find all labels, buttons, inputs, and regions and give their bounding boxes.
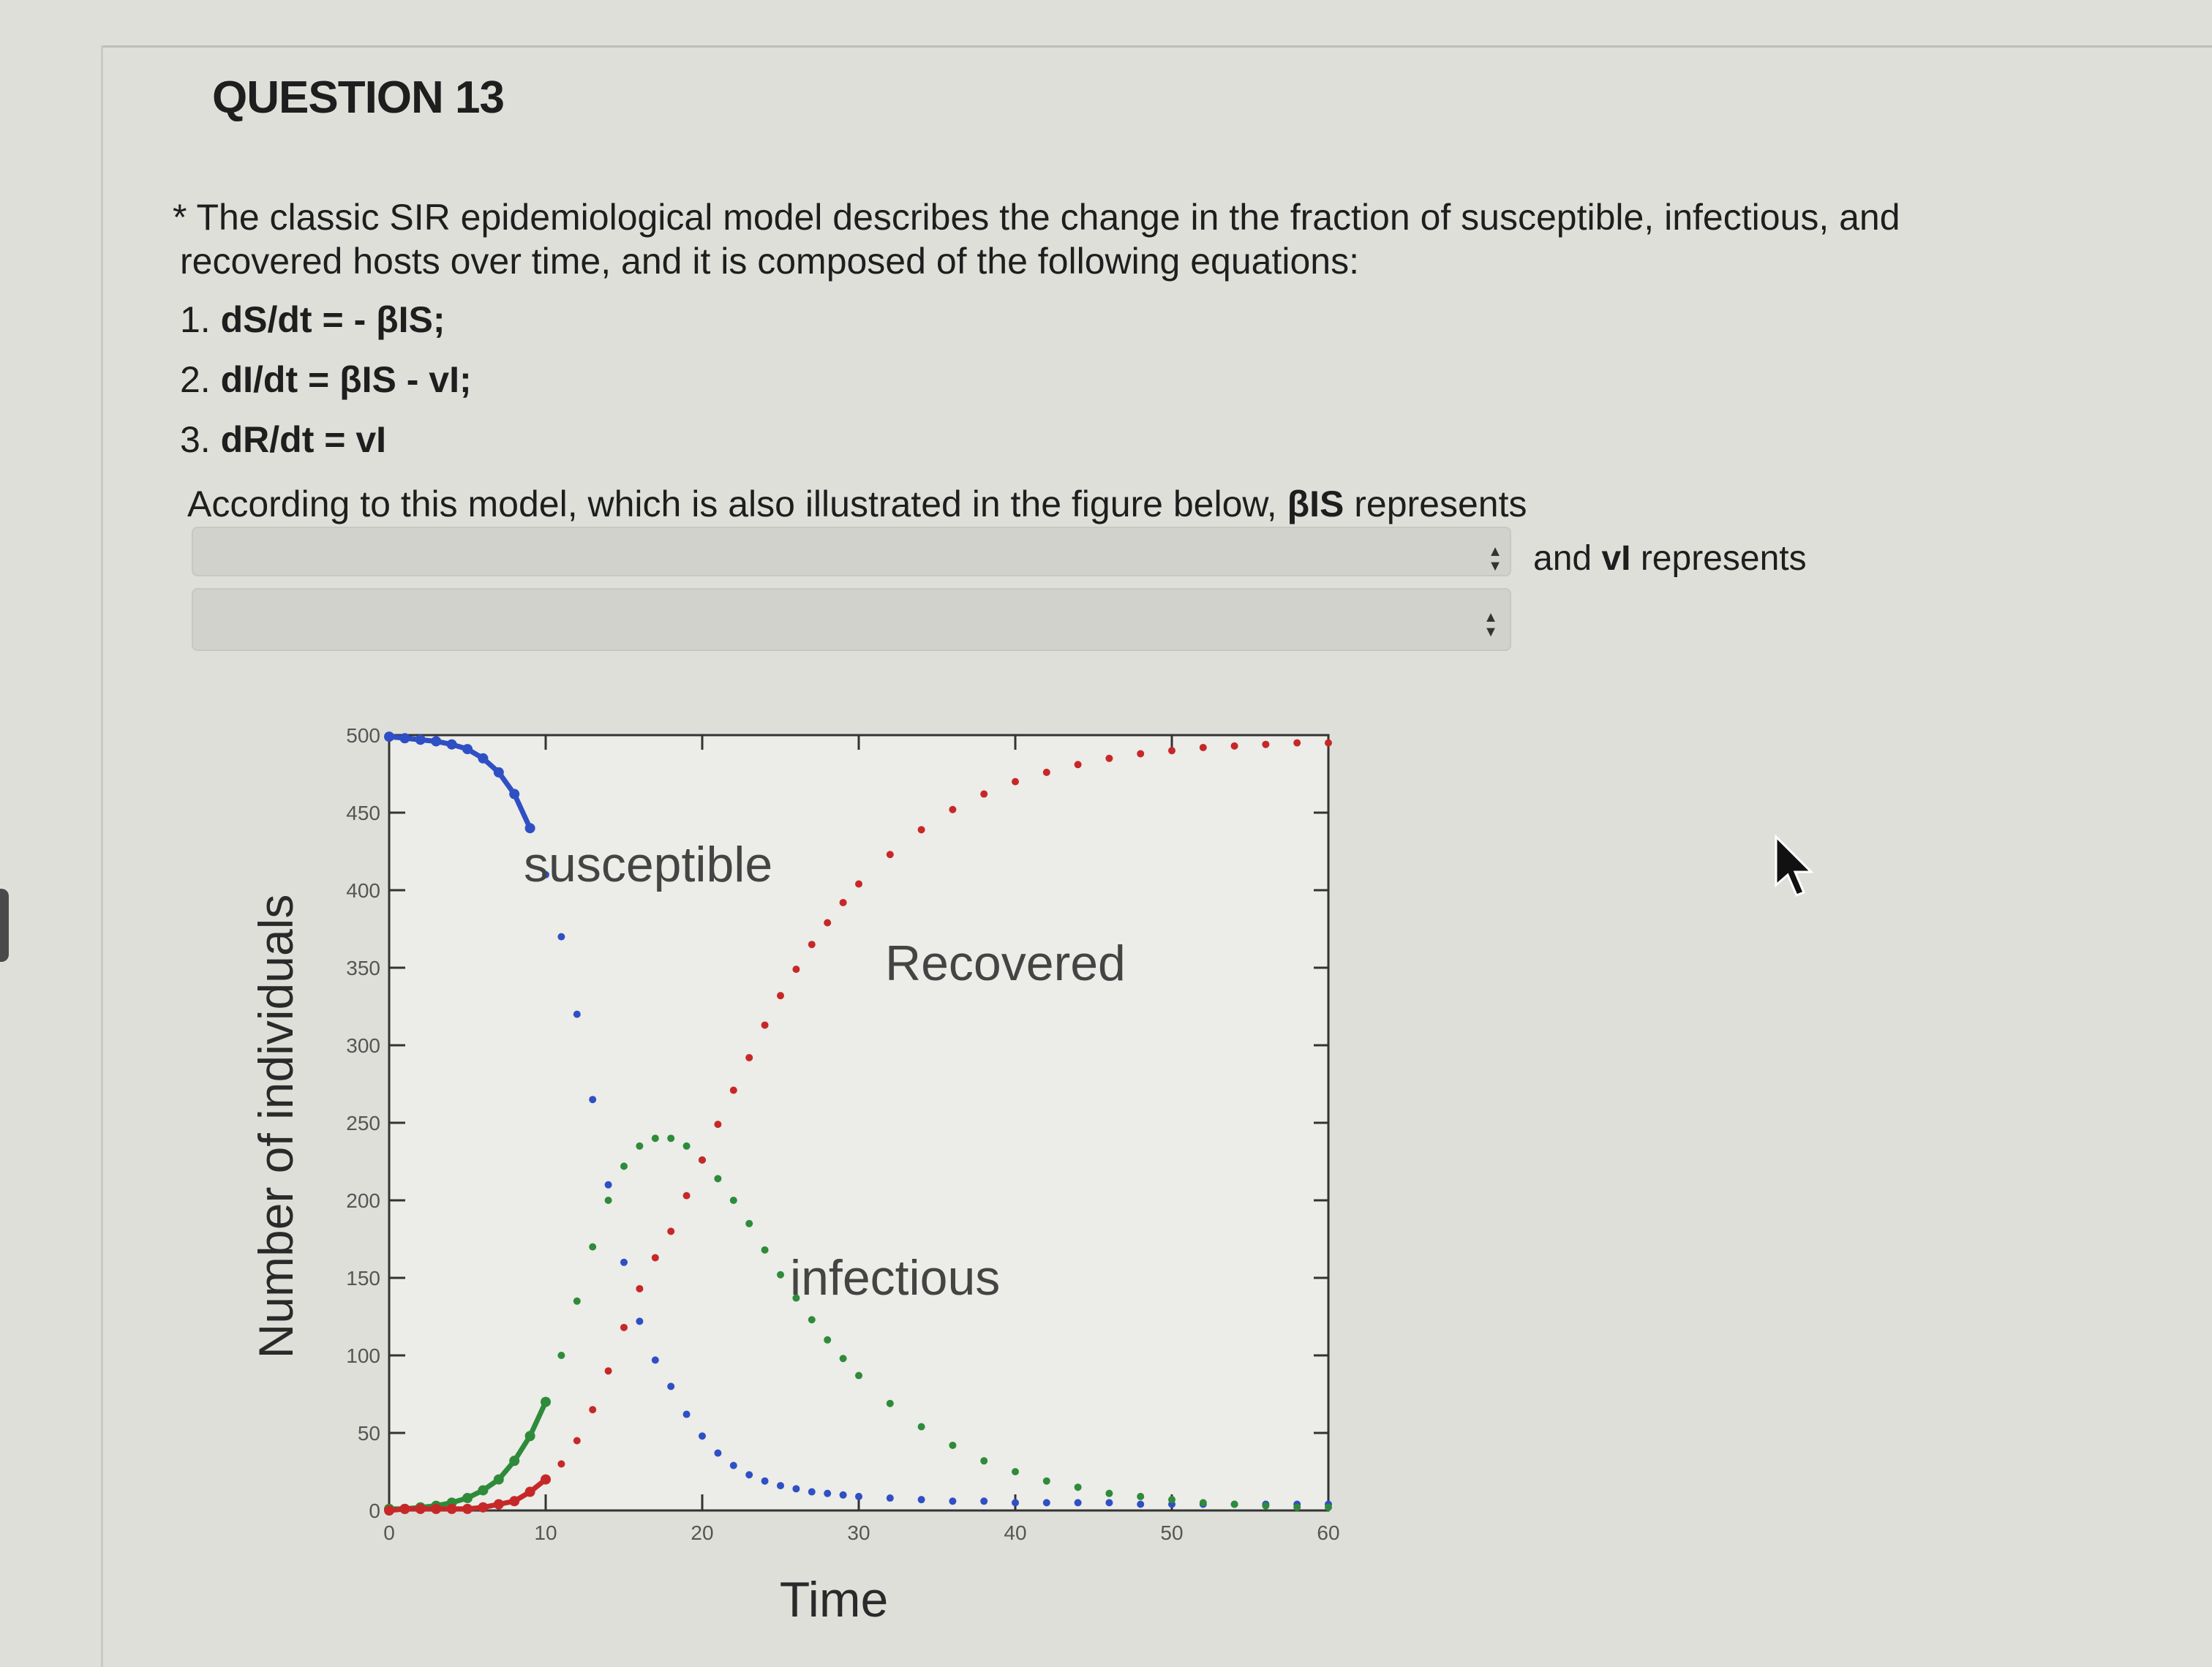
recovered-point xyxy=(840,899,847,906)
infectious-point xyxy=(980,1457,988,1464)
susceptible-point xyxy=(840,1491,847,1499)
susceptible-point xyxy=(730,1462,737,1470)
x-tick-label: 0 xyxy=(383,1521,395,1544)
recovered-point xyxy=(667,1227,674,1235)
recovered-point xyxy=(557,1460,565,1467)
recovered-point xyxy=(855,881,862,888)
infectious-point xyxy=(636,1143,643,1150)
infectious-point xyxy=(1075,1483,1082,1491)
recovered-point xyxy=(1075,761,1082,768)
infectious-point xyxy=(1293,1504,1301,1511)
y-tick-label: 500 xyxy=(346,724,380,747)
annotation-recovered: Recovered xyxy=(885,936,1126,991)
recovered-point xyxy=(714,1121,721,1128)
susceptible-point xyxy=(652,1356,659,1363)
susceptible-point xyxy=(918,1496,925,1503)
susceptible-point xyxy=(573,1011,581,1018)
recovered-point xyxy=(808,941,816,948)
recovered-point xyxy=(980,791,988,798)
recovered-point xyxy=(1293,740,1301,747)
infectious-point xyxy=(667,1134,674,1142)
recovered-point xyxy=(949,806,956,813)
recovered-point xyxy=(745,1054,753,1061)
susceptible-point xyxy=(605,1181,612,1189)
infectious-point xyxy=(777,1271,784,1279)
x-tick-label: 20 xyxy=(691,1521,714,1544)
infectious-point xyxy=(605,1197,612,1204)
infectious-point xyxy=(1105,1490,1113,1497)
infectious-point xyxy=(824,1336,831,1344)
recovered-point xyxy=(1231,742,1238,750)
question-title: QUESTION 13 xyxy=(212,72,504,123)
recovered-point xyxy=(1105,755,1113,762)
susceptible-point xyxy=(714,1450,721,1457)
mouse-pointer-icon xyxy=(1770,834,1821,900)
question-intro-line2: recovered hosts over time, and it is composed of the following equations: xyxy=(180,241,1359,282)
infectious-point xyxy=(730,1197,737,1204)
recovered-point xyxy=(1137,750,1144,757)
x-tick-label: 40 xyxy=(1004,1521,1027,1544)
y-tick-label: 100 xyxy=(346,1344,380,1367)
recovered-point xyxy=(792,966,800,973)
infectious-point xyxy=(1231,1501,1238,1508)
up-down-arrows-icon[interactable]: ▲ ▼ xyxy=(1488,543,1502,574)
recovered-point xyxy=(652,1254,659,1261)
susceptible-point xyxy=(824,1490,831,1497)
required-mark: * xyxy=(173,197,187,238)
question-intro-line1: * The classic SIR epidemiological model describes the change in the fraction of susceptible, infectious, and xyxy=(173,197,1900,238)
y-tick-label: 250 xyxy=(346,1112,380,1134)
recovered-point xyxy=(589,1406,596,1413)
x-tick-label: 30 xyxy=(847,1521,870,1544)
infectious-point xyxy=(1043,1478,1050,1485)
y-tick-label: 300 xyxy=(346,1034,380,1057)
susceptible-point xyxy=(792,1485,800,1492)
infectious-point xyxy=(683,1143,691,1150)
infectious-point xyxy=(573,1298,581,1305)
infectious-point xyxy=(1137,1493,1144,1500)
question-prompt: According to this model, which is also illustrated in the figure below, βIS represents xyxy=(187,483,1527,524)
recovered-point xyxy=(1168,747,1175,754)
second-prompt: and vI represents xyxy=(1533,539,1807,578)
infectious-point xyxy=(620,1162,628,1170)
infectious-point xyxy=(808,1316,816,1323)
infectious-point xyxy=(918,1423,925,1431)
susceptible-point xyxy=(855,1493,862,1500)
recovered-point xyxy=(573,1437,581,1445)
susceptible-point xyxy=(636,1317,643,1325)
susceptible-point xyxy=(887,1494,894,1502)
susceptible-point xyxy=(589,1096,596,1103)
susceptible-point xyxy=(1137,1501,1144,1508)
infectious-point xyxy=(1262,1502,1269,1510)
y-axis-label: Number of individuals xyxy=(249,894,303,1359)
infectious-point xyxy=(949,1442,956,1449)
infectious-point xyxy=(1325,1504,1332,1511)
infectious-point xyxy=(1012,1468,1019,1475)
susceptible-point xyxy=(1105,1499,1113,1506)
recovered-point xyxy=(636,1285,643,1292)
recovered-point xyxy=(620,1324,628,1331)
y-tick-label: 50 xyxy=(357,1422,380,1445)
susceptible-point xyxy=(667,1382,674,1390)
recovered-point xyxy=(699,1156,706,1164)
y-tick-label: 400 xyxy=(346,879,380,902)
recovered-point xyxy=(1012,778,1019,786)
up-down-arrows-icon[interactable]: ▲ ▼ xyxy=(1483,609,1498,640)
susceptible-point xyxy=(1012,1499,1019,1506)
infectious-point xyxy=(714,1175,721,1182)
recovered-point xyxy=(605,1367,612,1374)
x-tick-label: 10 xyxy=(534,1521,557,1544)
recovered-point xyxy=(824,919,831,927)
x-axis-label: Time xyxy=(779,1572,889,1628)
recovered-point xyxy=(777,992,784,999)
y-tick-label: 150 xyxy=(346,1267,380,1290)
annotation-susceptible: susceptible xyxy=(524,837,773,892)
susceptible-point xyxy=(699,1432,706,1440)
recovered-point xyxy=(887,851,894,858)
susceptible-point xyxy=(1043,1499,1050,1506)
infectious-point xyxy=(589,1243,596,1251)
susceptible-point xyxy=(620,1259,628,1266)
recovered-point xyxy=(730,1086,737,1094)
infectious-point xyxy=(1200,1499,1207,1506)
recovered-point xyxy=(761,1021,769,1028)
equation-3: 3. dR/dt = vI xyxy=(180,419,387,460)
equation-1: 1. dS/dt = - βIS; xyxy=(180,299,445,340)
recovered-point xyxy=(1043,769,1050,776)
x-tick-label: 60 xyxy=(1317,1521,1340,1544)
recovered-point xyxy=(1325,740,1332,747)
susceptible-point xyxy=(980,1497,988,1505)
infectious-point xyxy=(745,1220,753,1227)
susceptible-point xyxy=(949,1497,956,1505)
susceptible-point xyxy=(745,1471,753,1478)
recovered-point xyxy=(918,826,925,833)
infectious-point xyxy=(855,1372,862,1380)
infectious-point xyxy=(1168,1496,1175,1503)
susceptible-point xyxy=(683,1411,691,1418)
x-tick-label: 50 xyxy=(1160,1521,1184,1544)
susceptible-point xyxy=(808,1489,816,1496)
susceptible-point xyxy=(777,1482,784,1489)
infectious-point xyxy=(557,1352,565,1359)
recovered-point xyxy=(1262,741,1269,748)
susceptible-point xyxy=(761,1478,769,1485)
y-tick-label: 0 xyxy=(369,1499,380,1522)
infectious-point xyxy=(761,1246,769,1254)
equation-2: 2. dI/dt = βIS - vI; xyxy=(180,359,472,400)
infectious-point xyxy=(887,1400,894,1407)
recovered-point xyxy=(683,1192,691,1200)
infectious-point xyxy=(840,1355,847,1362)
y-tick-label: 200 xyxy=(346,1189,380,1212)
susceptible-point xyxy=(1075,1499,1082,1506)
y-tick-label: 450 xyxy=(346,802,380,824)
recovered-point xyxy=(1200,744,1207,751)
infectious-point xyxy=(652,1134,659,1142)
y-tick-label: 350 xyxy=(346,957,380,979)
annotation-infectious: infectious xyxy=(790,1250,1001,1306)
susceptible-point xyxy=(557,933,565,941)
